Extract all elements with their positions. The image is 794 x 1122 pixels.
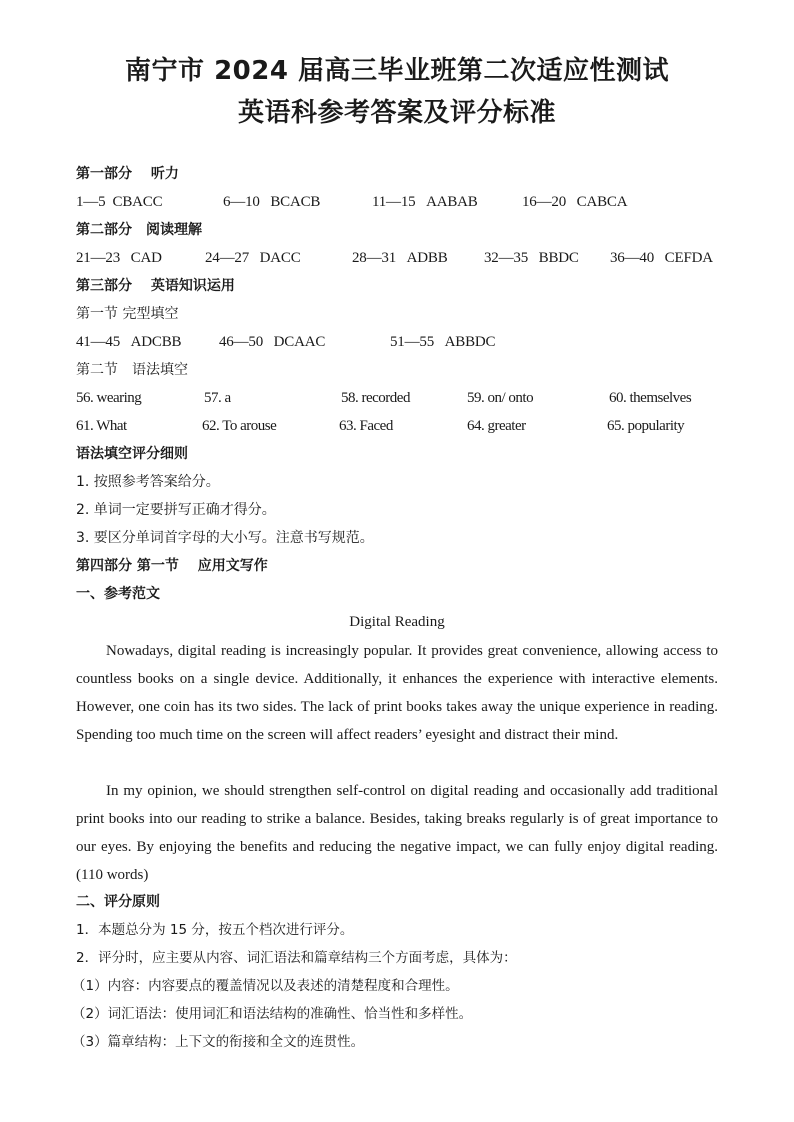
answer-group: 28—31 ADBB xyxy=(352,250,448,266)
grammar-answer: 64. greater xyxy=(467,418,526,434)
answer-group: 11—15 AABAB xyxy=(372,194,478,210)
answer-group: 21—23 CAD xyxy=(76,250,162,266)
answer-group: 46—50 DCAAC xyxy=(219,334,326,350)
answer-group: 1—5 CBACC xyxy=(76,194,163,210)
part2-heading: 第二部分 阅读理解 xyxy=(76,222,202,238)
essay-paragraph: Nowadays, digital reading is increasingly popular. It provides great convenience, allowing access to countless books on a single device. Additionally, it enhances the experience with interactive elements. However, one coin has its two sides. The lack of print books takes away the unique experience in reading. Spending too much time on the screen will affect readers’ eyesight and distract their mind. xyxy=(76,643,718,743)
grammar-answer: 60. themselves xyxy=(609,390,692,406)
grammar-answers-row2 xyxy=(76,416,726,436)
document-subtitle: 英语科参考答案及评分标准 xyxy=(237,98,556,128)
answer-group: 51—55 ABBDC xyxy=(390,334,496,350)
criteria-heading: 二、评分原则 xyxy=(76,894,160,910)
grammar-rule: 3. 要区分单词首字母的大小写。注意书写规范。 xyxy=(76,530,374,546)
part3-heading: 第三部分 英语知识运用 xyxy=(76,278,235,294)
grammar-rules-heading: 语法填空评分细则 xyxy=(76,446,188,462)
criteria-item: （3）篇章结构：上下文的衔接和全文的连贯性。 xyxy=(72,1034,365,1050)
answer-group: 24—27 DACC xyxy=(205,250,301,266)
essay-title: Digital Reading xyxy=(349,614,445,630)
grammar-answer: 57. a xyxy=(204,390,231,406)
criteria-item: 2．评分时，应主要从内容、词汇语法和篇章结构三个方面考虑，具体为： xyxy=(76,950,517,966)
grammar-answer: 63. Faced xyxy=(339,418,393,434)
part1-heading: 第一部分 听力 xyxy=(76,166,179,182)
grammar-answer: 58. recorded xyxy=(341,390,410,406)
criteria-item: 1．本题总分为 15 分，按五个档次进行评分。 xyxy=(76,922,354,938)
grammar-answer: 65. popularity xyxy=(607,418,685,434)
answer-group: 6—10 BCACB xyxy=(223,194,321,210)
grammar-answer: 61. What xyxy=(76,418,127,434)
grammar-answer: 59. on/ onto xyxy=(467,390,534,406)
part1-answers xyxy=(76,192,726,212)
criteria-item: （1）内容：内容要点的覆盖情况以及表述的清楚程度和合理性。 xyxy=(72,978,459,994)
answer-group: 36—40 CEFDA xyxy=(610,250,713,266)
grammar-rule: 2. 单词一定要拼写正确才得分。 xyxy=(76,502,276,518)
essay-paragraph: In my opinion, we should strengthen self-control on digital reading and occasionally add traditional print books into our reading to strike a balance. Besides, taking breaks regularly is of great importance to our eyes. By enjoying the benefits and reducing the negative impact, we can fully enjoy digital reading. (110 words) xyxy=(76,783,718,883)
part3-section2-heading: 第二节 语法填空 xyxy=(76,362,188,378)
sample-essay-heading: 一、参考范文 xyxy=(76,586,160,602)
part2-answers xyxy=(76,248,726,268)
grammar-rule: 1. 按照参考答案给分。 xyxy=(76,474,220,490)
document-title: 南宁市 2024 届高三毕业班第二次适应性测试 xyxy=(125,56,669,86)
part3-section1-heading: 第一节 完型填空 xyxy=(76,306,179,322)
grammar-answer: 56. wearing xyxy=(76,390,142,406)
part3-section1-answers xyxy=(76,332,726,352)
answer-group: 32—35 BBDC xyxy=(484,250,579,266)
answer-group: 16—20 CABCA xyxy=(522,194,628,210)
criteria-item: （2）词汇语法：使用词汇和语法结构的准确性、恰当性和多样性。 xyxy=(72,1006,473,1022)
answer-group: 41—45 ADCBB xyxy=(76,334,182,350)
part4-heading: 第四部分 第一节 应用文写作 xyxy=(76,558,268,574)
grammar-answers-row1 xyxy=(76,388,726,408)
grammar-answer: 62. To arouse xyxy=(202,418,277,434)
